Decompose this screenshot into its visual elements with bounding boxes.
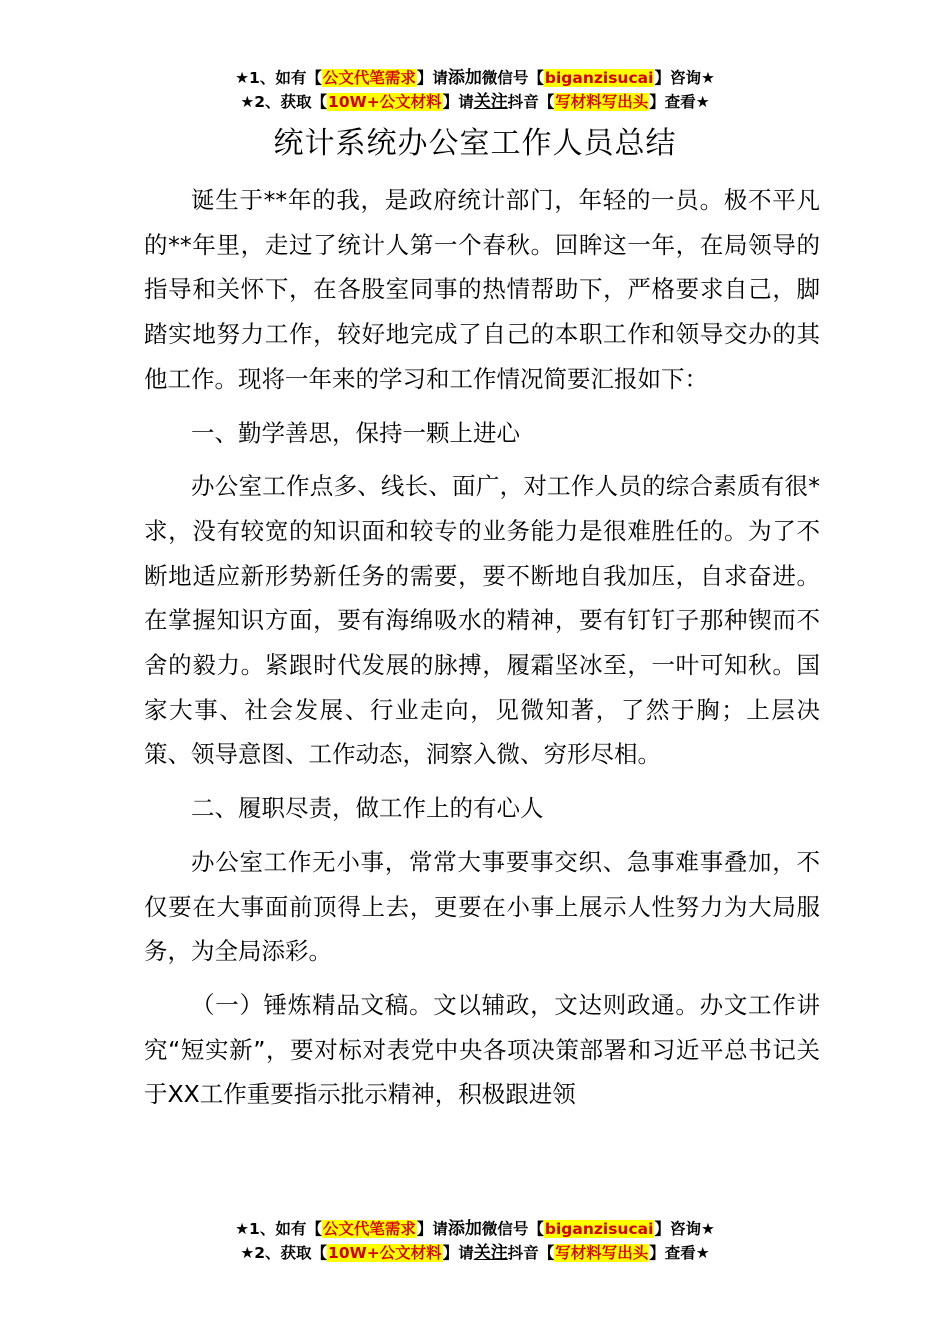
banner-douyin-id: 写材料写出头 — [555, 93, 649, 111]
banner-text: ★1、如有【 — [235, 1220, 322, 1238]
banner-highlight: 公文代笔需求 — [322, 69, 416, 87]
header-banner-line-2 — [0, 90, 950, 114]
paragraph-subsection-1: （一）锤炼精品文稿。文以辅政，文达则政通。办文工作讲究“短实新”，要对标对表党中央各项决策部署和习近平总书记关于XX工作重要指示批示精神，积极跟进领 — [144, 990, 820, 1109]
banner-text: ★2、获取【 — [240, 93, 328, 111]
paragraph-section-1: 办公室工作点多、线长、面广，对工作人员的综合素质有很*求，没有较宽的知识面和较专的业务能力是很难胜任的。为了不断地适应新形势新任务的需要，要不断地自我加压，自求奋进。在掌握知识方面，要有海绵吸水的精神，要有钉钉子那种锲而不舍的毅力。紧跟时代发展的脉搏，履霜坚冰至，一叶可知秋。国家大事、社会发展、行业走向，见微知著，了然于胸；上层决策、领导意图、工作动态，洞察入微、穷形尽相。 — [144, 472, 820, 769]
section-heading-1: 一、勤学善思，保持一颗上进心 — [191, 418, 520, 447]
banner-text: 】咨询★ — [654, 69, 715, 87]
banner-text: 】请 — [442, 1244, 474, 1262]
header-banner-line-1 — [0, 66, 950, 90]
banner-wechat-id: biganzisucai — [544, 1220, 654, 1238]
document-body — [144, 178, 820, 1117]
banner-text: 】请 — [416, 1220, 448, 1238]
banner-highlight: 10W+公文材料 — [328, 1244, 442, 1262]
banner-text: 抖音【 — [507, 93, 555, 111]
banner-highlight: 公文代笔需求 — [322, 1220, 416, 1238]
banner-text: 微信号【 — [481, 69, 544, 87]
banner-text: 】咨询★ — [654, 1220, 715, 1238]
banner-emphasis: 关注 — [473, 92, 508, 112]
banner-wechat-id: biganzisucai — [544, 69, 654, 87]
footer-banner-line-1 — [0, 1217, 950, 1241]
paragraph-intro: 诞生于**年的我，是政府统计部门，年轻的一员。极不平凡的**年里，走过了统计人第一个春秋。回眸这一年，在局领导的指导和关怀下，在各股室同事的热情帮助下，严格要求自己，脚踏实地努力工作，较好地完成了自己的本职工作和领导交办的其他工作。现将一年来的学习和工作情况简要汇报如下： — [144, 186, 820, 393]
banner-douyin-id: 写材料写出头 — [555, 1244, 649, 1262]
banner-text: 微信号【 — [481, 1220, 544, 1238]
paragraph-section-2: 办公室工作无小事，常常大事要事交织、急事难事叠加，不仅要在大事面前顶得上去，更要在小事上展示人性努力为大局服务，为全局添彩。 — [144, 847, 820, 966]
banner-emphasis: 关注 — [473, 1243, 508, 1263]
banner-highlight: 10W+公文材料 — [328, 93, 442, 111]
banner-text: ★2、获取【 — [240, 1244, 328, 1262]
banner-text: ★1、如有【 — [235, 69, 322, 87]
banner-text: 】查看★ — [649, 93, 710, 111]
banner-text: 】请 — [442, 93, 474, 111]
banner-emphasis: 添加 — [447, 68, 482, 88]
document-title: 统计系统办公室工作人员总结 — [273, 126, 677, 161]
section-heading-2: 二、履职尽责，做工作上的有心人 — [191, 794, 544, 823]
footer-banner-line-2 — [0, 1241, 950, 1265]
banner-text: 抖音【 — [507, 1244, 555, 1262]
banner-text: 】查看★ — [649, 1244, 710, 1262]
banner-text: 】请 — [416, 69, 448, 87]
header-banner — [0, 66, 950, 114]
footer-banner — [0, 1217, 950, 1265]
banner-emphasis: 添加 — [447, 1219, 482, 1239]
